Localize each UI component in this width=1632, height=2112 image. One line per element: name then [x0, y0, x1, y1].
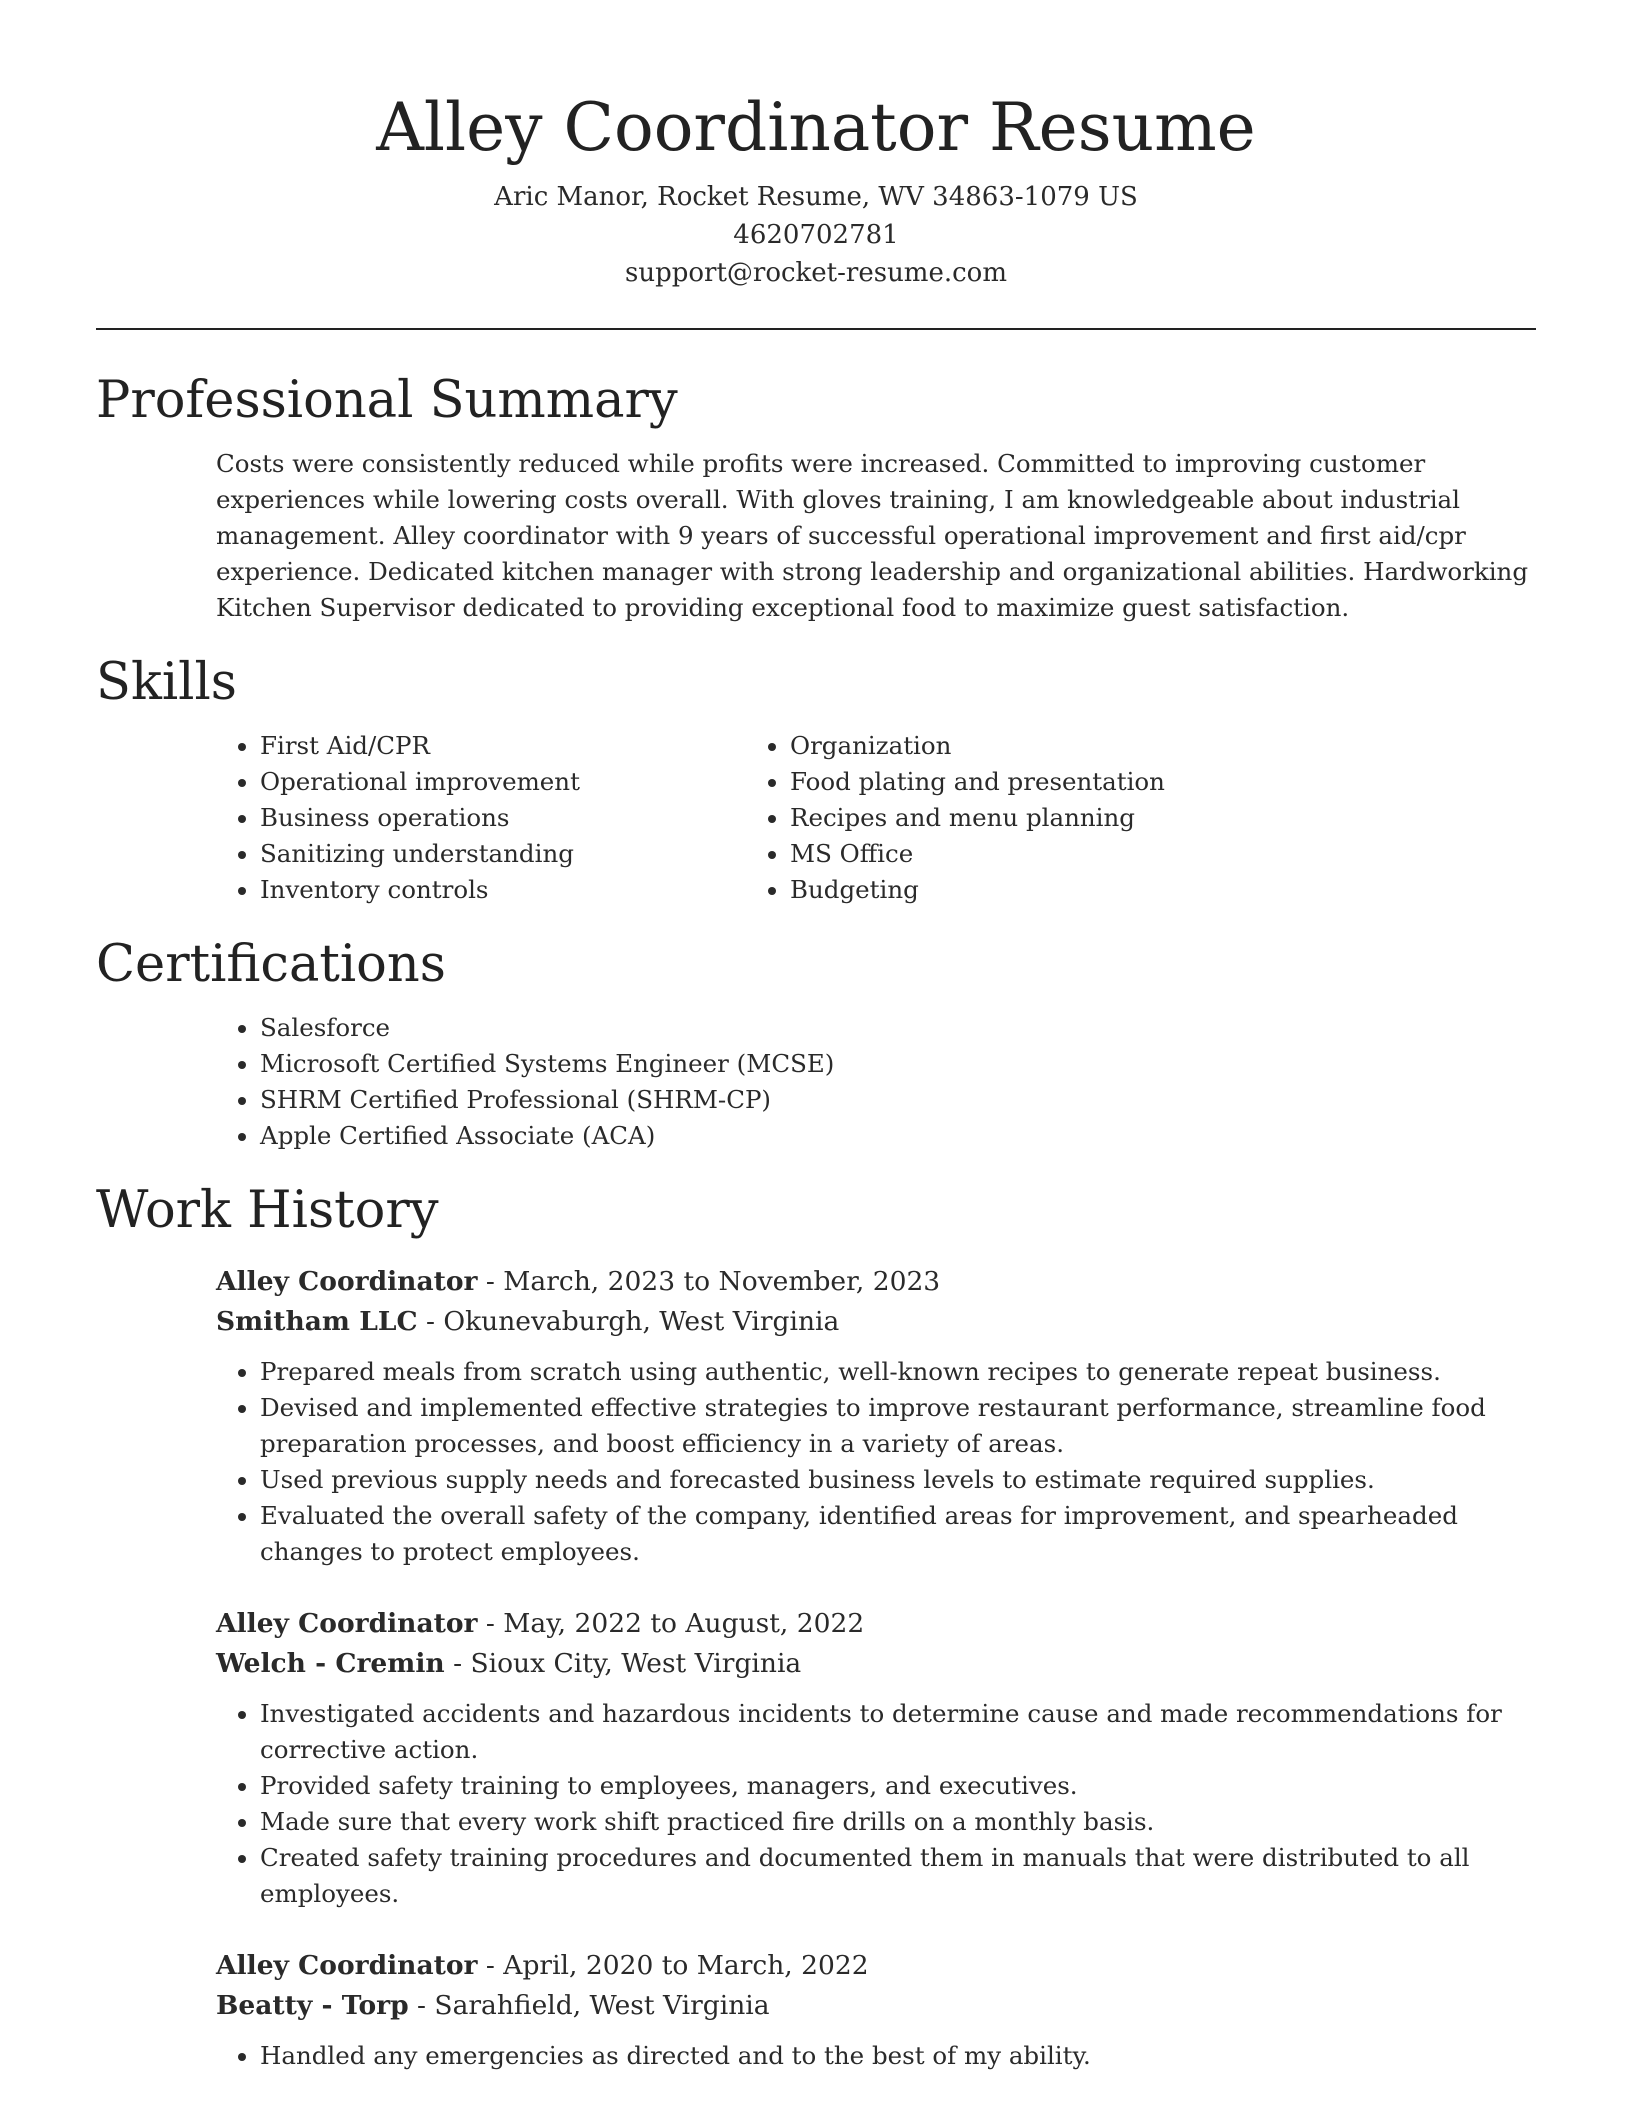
- skill-item: • Food plating and presentation: [790, 764, 1396, 800]
- job-bullets: [96, 1696, 1536, 1912]
- work-history-heading: Work History: [96, 1181, 439, 1240]
- skill-item: • Organization: [790, 728, 1396, 764]
- job-dates: - May, 2022 to August, 2022: [477, 1608, 865, 1639]
- contact-address: Aric Manor, Rocket Resume, WV 34863-1079 US: [494, 182, 1138, 212]
- job-title-line: [216, 1946, 1536, 1986]
- job-bullet: • Devised and implemented effective strategies to improve restaurant performance, streamline food preparation processes, and boost efficiency in a variety of areas.: [260, 1390, 1536, 1462]
- certifications-heading: Certifications: [96, 935, 446, 994]
- skill-item: • Recipes and menu planning: [790, 800, 1396, 836]
- resume-page: [96, 0, 1536, 2074]
- skill-item: • First Aid/CPR: [260, 728, 746, 764]
- job-entry: [96, 1604, 1536, 1912]
- job-bullet: • Prepared meals from scratch using authentic, well-known recipes to generate repeat business.: [260, 1354, 1536, 1390]
- certification-item: • Microsoft Certified Systems Engineer (MCSE): [260, 1046, 1536, 1082]
- job-location: - Sioux City, West Virginia: [444, 1648, 802, 1679]
- summary-text: Costs were consistently reduced while profits were increased. Committed to improving customer experiences while lowering costs overall. With gloves training, I am knowledgeable about industrial management. Alley coordinator with 9 years of successful operational improvement and first aid/cpr experience. Dedicated kitchen manager with strong leadership and organizational abilities. Hardworking Kitchen Supervisor dedicated to providing exceptional food to maximize guest satisfaction.: [216, 449, 1529, 622]
- certification-item: • Salesforce: [260, 1010, 1536, 1046]
- contact-phone: 4620702781: [733, 220, 899, 250]
- resume-title: Alley Coordinator Resume: [376, 89, 1256, 166]
- contact-email: support@rocket-resume.com: [624, 258, 1007, 288]
- certifications-section: [96, 934, 1536, 1154]
- skills-column-2: [746, 728, 1396, 908]
- job-title: Alley Coordinator: [216, 1266, 478, 1297]
- job-location: - Okunevaburgh, West Virginia: [417, 1306, 840, 1337]
- job-company-line: [216, 1644, 1536, 1684]
- skill-item: • Business operations: [260, 800, 746, 836]
- job-title: Alley Coordinator: [216, 1950, 478, 1981]
- job-location: - Sarahfield, West Virginia: [408, 1990, 770, 2021]
- skills-heading: Skills: [96, 653, 237, 712]
- job-dates: - April, 2020 to March, 2022: [477, 1950, 869, 1981]
- certification-item: • Apple Certified Associate (ACA): [260, 1118, 1536, 1154]
- job-entry: [96, 1262, 1536, 1570]
- skill-item: • Inventory controls: [260, 872, 746, 908]
- work-history-section: [96, 1180, 1536, 2074]
- job-bullet: • Made sure that every work shift practiced fire drills on a monthly basis.: [260, 1804, 1536, 1840]
- job-company: Welch - Cremin: [216, 1648, 445, 1679]
- job-bullet: • Provided safety training to employees, managers, and executives.: [260, 1768, 1536, 1804]
- job-bullets: [96, 1354, 1536, 1570]
- certifications-list: [96, 1010, 1536, 1154]
- job-company: Beatty - Torp: [216, 1990, 409, 2021]
- job-bullet: • Created safety training procedures and documented them in manuals that were distributed to all employees.: [260, 1840, 1536, 1912]
- skill-item: • Operational improvement: [260, 764, 746, 800]
- skills-section: [96, 652, 1536, 908]
- job-company-line: [216, 1302, 1536, 1342]
- skill-item: • Sanitizing understanding: [260, 836, 746, 872]
- job-bullet: • Handled any emergencies as directed and to the best of my ability.: [260, 2038, 1536, 2074]
- skill-item: • Budgeting: [790, 872, 1396, 908]
- job-dates: - March, 2023 to November, 2023: [477, 1266, 941, 1297]
- resume-header: [96, 0, 1536, 292]
- job-title: Alley Coordinator: [216, 1608, 478, 1639]
- summary-heading: Professional Summary: [96, 371, 678, 430]
- job-bullet: • Used previous supply needs and forecasted business levels to estimate required supplies.: [260, 1462, 1536, 1498]
- job-title-line: [216, 1604, 1536, 1644]
- header-divider: [96, 328, 1536, 330]
- job-bullet: • Evaluated the overall safety of the company, identified areas for improvement, and spearheaded changes to protect employees.: [260, 1498, 1536, 1570]
- job-bullet: • Investigated accidents and hazardous incidents to determine cause and made recommendations for corrective action.: [260, 1696, 1536, 1768]
- contact-block: [96, 178, 1536, 292]
- job-entry: [96, 1946, 1536, 2074]
- skills-columns: [96, 728, 1536, 908]
- skill-item: • MS Office: [790, 836, 1396, 872]
- job-bullets: [96, 2038, 1536, 2074]
- job-title-line: [216, 1262, 1536, 1302]
- summary-section: [96, 370, 1536, 626]
- job-company-line: [216, 1986, 1536, 2026]
- job-company: Smitham LLC: [216, 1306, 418, 1337]
- certification-item: • SHRM Certified Professional (SHRM-CP): [260, 1082, 1536, 1118]
- skills-column-1: [96, 728, 746, 908]
